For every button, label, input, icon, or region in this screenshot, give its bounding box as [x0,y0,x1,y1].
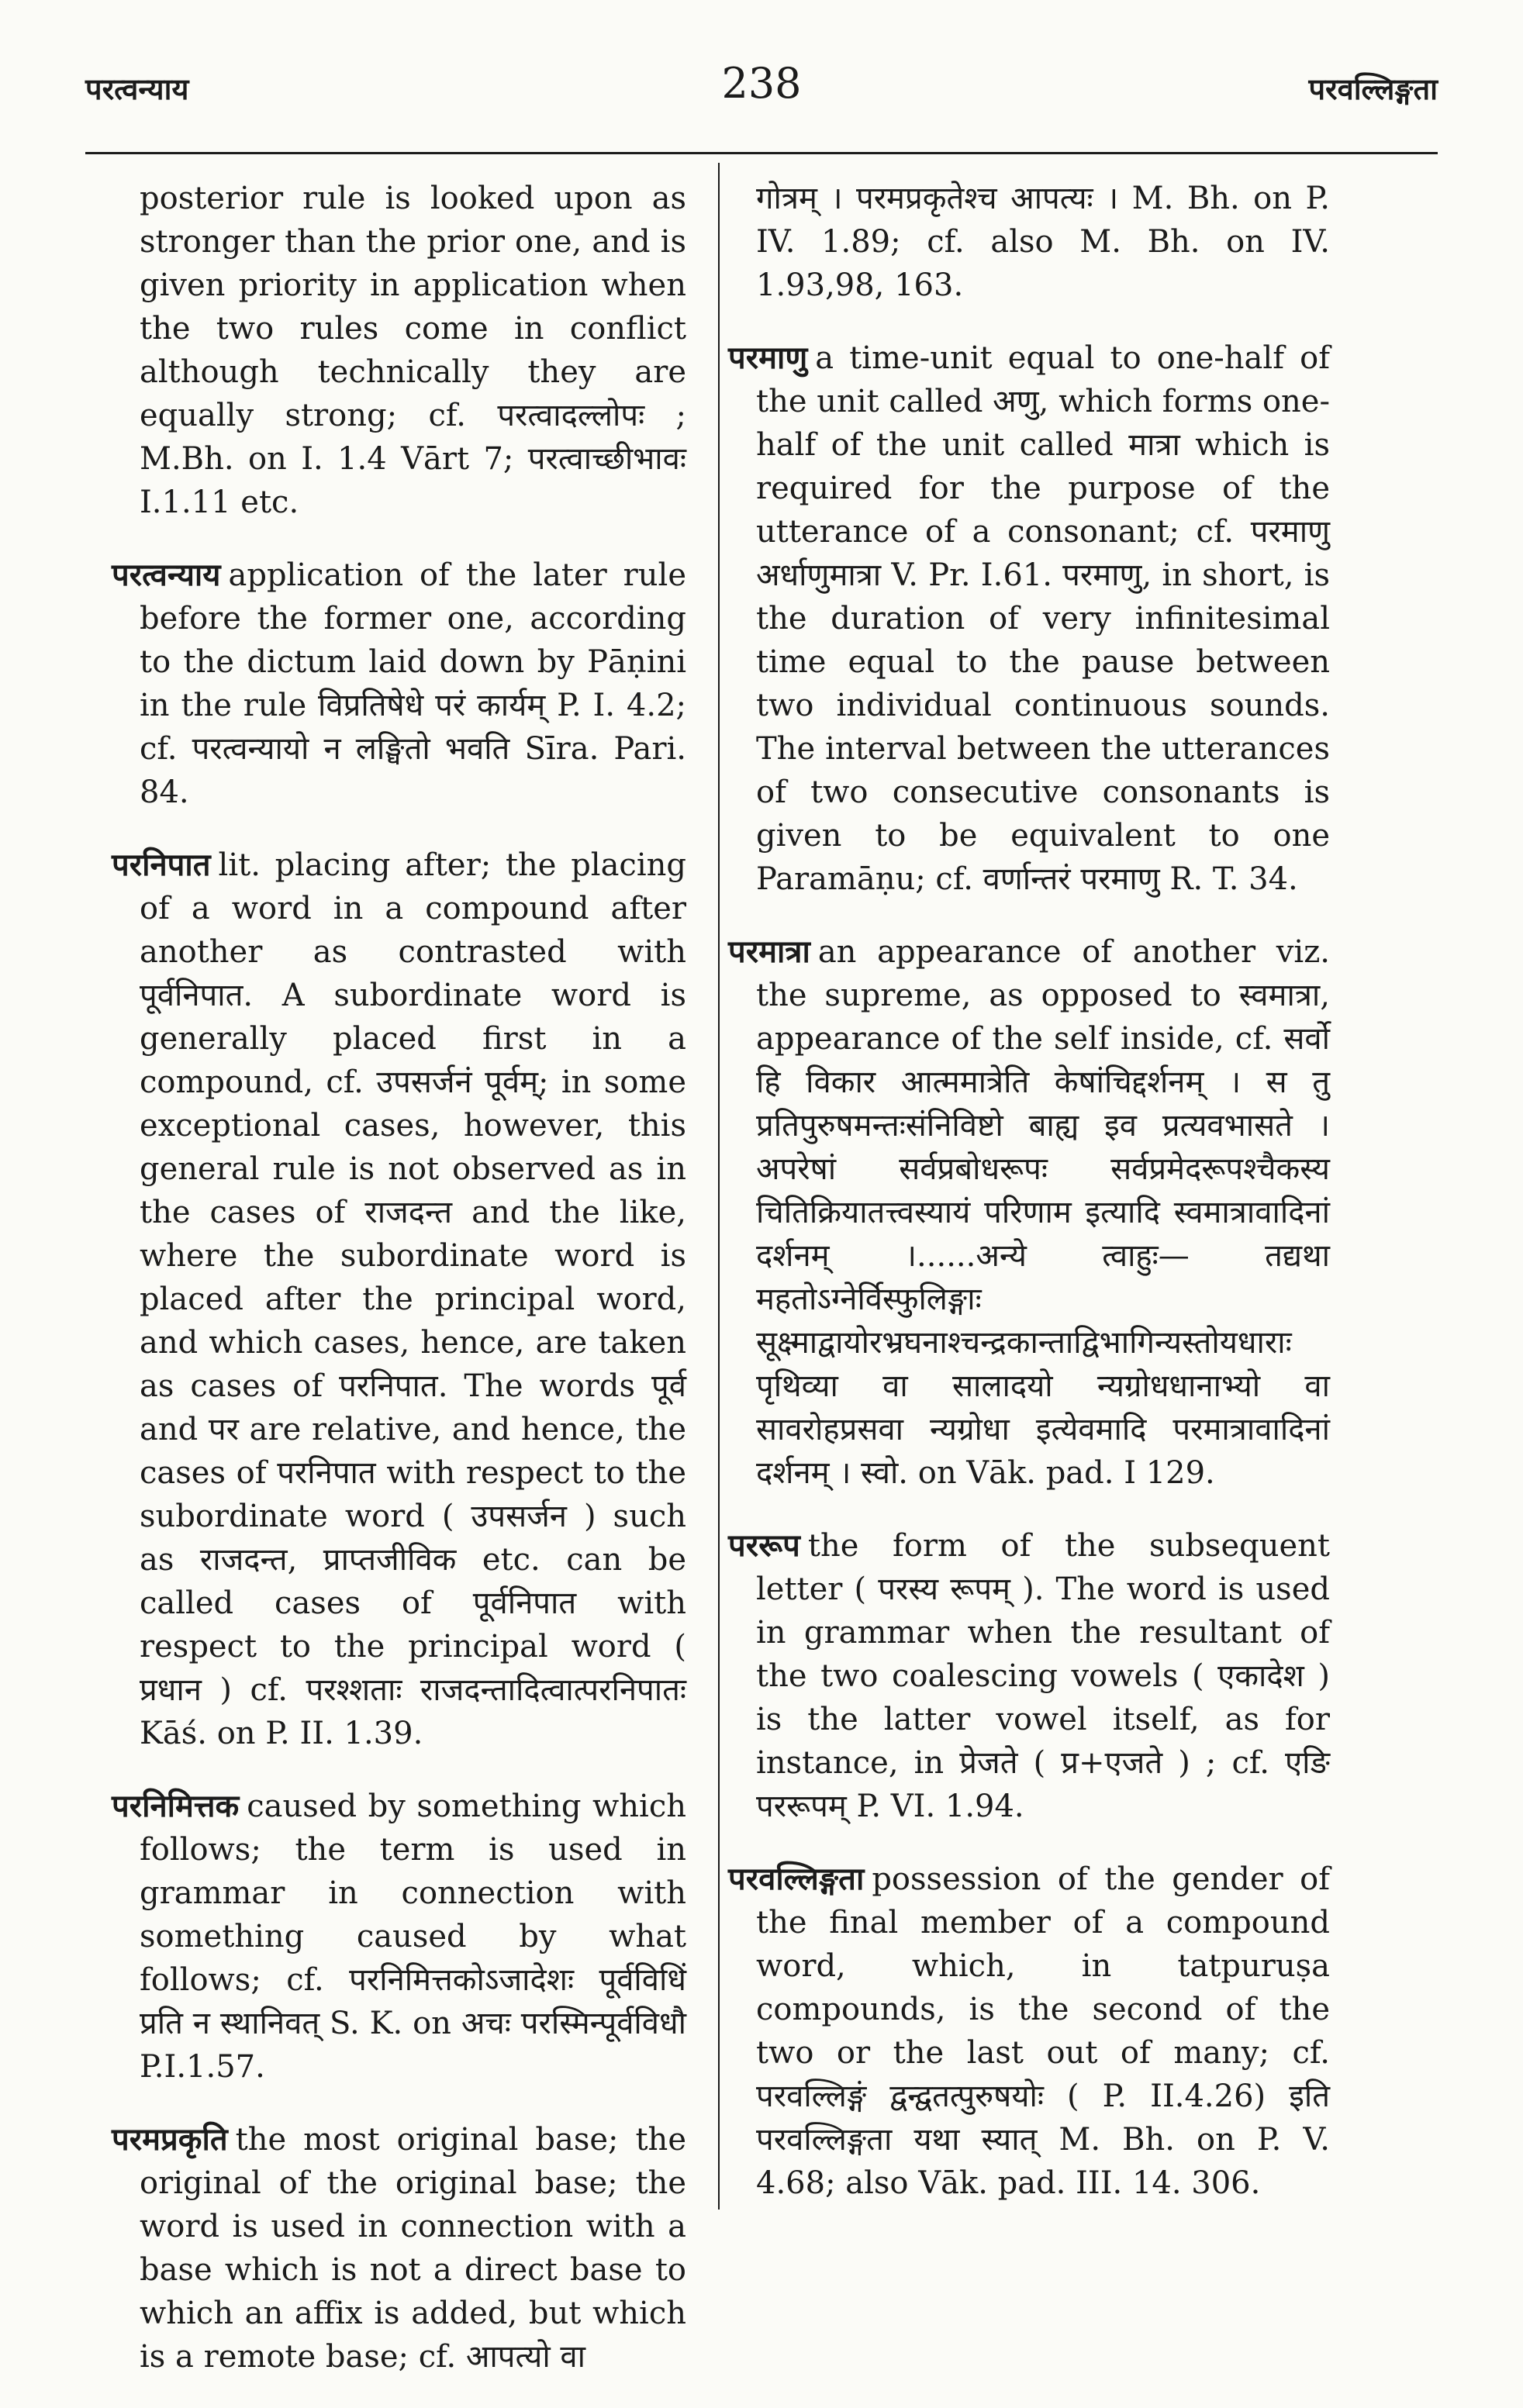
header-right-guide-word: परवल्लिङ्गता [1308,71,1438,106]
entry-paramanu [728,336,1330,901]
entry-headword: पररूप [728,1528,800,1564]
entry-paramatra [728,930,1330,1495]
entry-headword: परनिपात [112,847,211,883]
entry-headword: परत्वन्याय [112,557,221,593]
entry-paramaprakrti [112,2118,686,2379]
header-rule [85,152,1438,154]
entry-pararupa [728,1524,1330,1828]
right-continuation [756,177,1330,307]
entry-text: a time-unit equal to one-half of the unit called अणु, which forms one-half of the unit called मात्रा which is required for the purpose of the utterance of a consonant; cf. परमाणु अर्धाणुमात्रा V. Pr. I.61. परमाणु, in short, is the duration of very infinitesimal time equal to the pause between two individual continuous sounds. The interval between the utterances of two consecutive consonants is given to be equivalent to one Paramāṇu; cf. वर्णान्तरं परमाणु R. T. 34. [756,340,1330,897]
right-column [728,177,1330,2234]
entry-paratvanyaya [112,554,686,814]
entry-text: the most original base; the original of the original base; the word is used in connection with a base which is not a direct base to which an affix is added, but which is a remote base; cf. आपत्यो वा [140,2122,686,2375]
entry-text: lit. placing after; the placing of a word in a compound after another as contrasted with पूर्वनिपात. A subordinate word is generally placed first in a compound, cf. उपसर्जनं पूर्वम्; in some exceptional cases, however, this general rule is not observed as in the cases of राजदन्त and the like, where the subordinate word is placed after the principal word, and which cases, hence, are taken as cases of परनिपात. The words पूर्व and पर are relative, and hence, the cases of परनिपात with respect to the subordinate word ( उपसर्जन ) such as राजदन्त, प्राप्तजीविक etc. can be called cases of पूर्वनिपात with respect to the principal word ( प्रधान ) cf. परश्शताः राजदन्तादित्वात्परनिपातः Kāś. on P. II. 1.39. [140,847,686,1751]
entry-text: the form of the subsequent letter ( परस्य रूपम् ). The word is used in grammar when the resultant of the two coalescing vowels ( एकादेश ) is the latter vowel itself, as for instance, in प्रेजते ( प्र+एजते ) ; cf. एङि पररूपम् P. VI. 1.94. [756,1528,1330,1824]
entry-headword: परमात्रा [728,934,810,970]
left-continuation [140,177,686,524]
entry-paranimittaka [112,1785,686,2089]
entry-headword: परमाणु [728,340,808,376]
continuation-text: posterior rule is looked upon as stronger than the prior one, and is given priority in application when the two rules come in conflict although technically they are equally strong; cf. परत्वादल्लोपः ; M.Bh. on I. 1.4 Vārt 7; परत्वाच्छीभावः I.1.11 etc. [140,181,686,520]
column-divider [718,163,720,2210]
header-left-guide-word: परत्वन्याय [85,71,189,106]
entry-text: application of the later rule before the former one, according to the dictum laid down by Pāṇini in the rule विप्रतिषेधे परं कार्यम् P. I. 4.2; cf. परत्वन्यायो न लङ्घितो भवति Sīra. Pari. 84. [140,557,686,810]
entry-text: caused by something which follows; the term is used in grammar in connection with something caused by what follows; cf. परनिमित्तकोऽजादेशः पूर्वविधिं प्रति न स्थानिवत् S. K. on अचः परस्मिन्पूर्वविधौ P.I.1.57. [140,1789,686,2085]
entry-paranipata [112,843,686,1755]
page-header [85,54,1438,124]
entry-text: an appearance of another viz. the supreme, as opposed to स्वमात्रा, appearance of the self inside, cf. सर्वो हि विकार आत्ममात्रेति केषांचिद्दर्शनम् । स तु प्रतिपुरुषमन्तःसंनिविष्टो बाह्य इव प्रत्यवभासते । अपरेषां सर्वप्रबोधरूपः सर्वप्रमेदरूपश्चैकस्य चितिक्रियातत्त्वस्यायं परिणाम इत्यादि स्वमात्रावादिनां दर्शनम् ।......अन्ये त्वाहुः— तद्यथा महतोऽग्नेर्विस्फुलिङ्गाः सूक्ष्माद्वायोरभ्रघनाश्चन्द्रकान्ताद्विभागिन्यस्तोयधाराः पृथिव्या वा सालादयो न्यग्रोधधानाभ्यो वा सावरोहप्रसवा न्यग्रोधा इत्येवमादि परमात्रावादिनां दर्शनम् । स्वो. on Vāk. pad. I 129. [756,934,1330,1491]
entry-paravallingata [728,1858,1330,2205]
entry-headword: परनिमित्तक [112,1789,240,1824]
left-column [112,177,686,2408]
entry-text: possession of the gender of the final member of a compound word, which, in tatpuruṣa compounds, is the second of the two or the last out of many; cf. परवल्लिङ्गं द्वन्द्वतत्पुरुषयोः ( P. II.4.26) इति परवल्लिङ्गता यथा स्यात् M. Bh. on P. V. 4.68; also Vāk. pad. III. 14. 306. [756,1861,1330,2201]
entry-headword: परमप्रकृति [112,2122,228,2158]
entry-headword: परवल्लिङ्गता [728,1861,865,1897]
page-number: 238 [721,59,802,108]
continuation-text: गोत्रम् । परमप्रकृतेश्च आपत्यः । M. Bh. on P. IV. 1.89; cf. also M. Bh. on IV. 1.93,98, 163. [756,181,1330,303]
